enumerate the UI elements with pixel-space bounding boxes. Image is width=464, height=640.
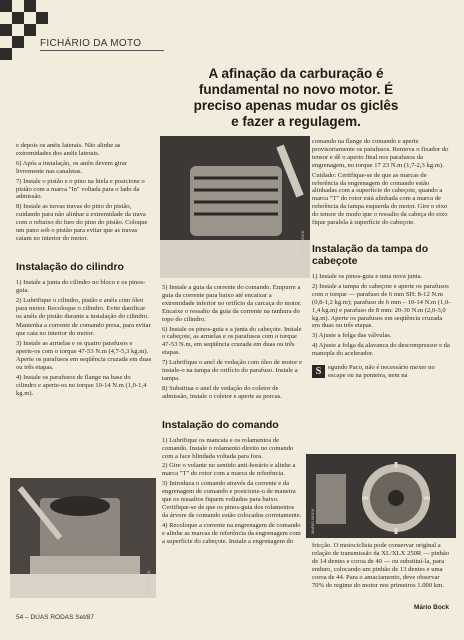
section-heading-cilindro: Instalação do cilindro <box>16 260 124 273</box>
column-2 <box>162 284 302 547</box>
col1-paragraph: 8) Instale as novas travas do pino do pistão, cuidando para não alinhar a extremidade da trava com o rebaixo do furo do pino do pistão. Coloque um pano sob o pistão para evitar que as travas caiam no interior do motor. <box>16 203 148 242</box>
photo-credit: MARIO BOCK <box>300 230 305 256</box>
col1-paragraph: Mantenha a corrente de comando presa, para evitar que caia no interior do motor. <box>16 322 151 338</box>
column-1 <box>16 142 152 400</box>
col1-paragraph: e depois os anéis laterais. Não alinhe as extremidades dos anéis laterais. <box>16 142 121 157</box>
headline <box>136 66 456 130</box>
series-title: FICHÁRIO DA MOTO <box>40 38 142 49</box>
col1-paragraph: 2) Lubrifique o cilindro, pistão e anéis com óleo para motor. Recoloque o cilindro. Evite danificar os anéis do pistão durante a instalação do cilindro. <box>16 296 149 320</box>
author-signature: Mário Bock <box>414 604 450 611</box>
col1-paragraph: 3) Instale as arruelas e os quatro parafusos e aperte-os com o torque 47-53 N.m (4,7-5,3 kg.m). Aperte os parafusos em seqüência cruzada em duas ou três etapas. <box>16 340 152 371</box>
headline-line-1: A afinação da carburação é <box>208 66 384 81</box>
col2-paragraph: 6) Instale os pinos-guia e a junta do cabeçote. Instale o cabeçote, as arruelas e os parafusos com o torque 47-53 N.m, em seqüência cruzada em duas ou três etapas. <box>162 325 302 357</box>
col3-paragraph: 1) Instale os pinos-guia e uma nova junta. <box>312 272 423 280</box>
col3-paragraph: Cuidado: Certifique-se de que as marcas de referência da engrenagem do comando estão alinhadas com a superfície do cabeçote, quando a marca "T" do rotor está alinhada com a marca de referência da tampa esquerda do motor. Gire o eixo do tensor de modo que o ressalto da cabeça do eixo fique paralela à superfície do cabeçote. <box>312 171 448 227</box>
col1-paragraph: 7) Instale o pistão e o pino na biela e posicione o pistão com a marca "In" voltada para o lado da admissão. <box>16 177 145 201</box>
col3-paragraph: fricção. O motociclista pode conservar original a relação de transmissão da XL/XLX 250R — pinhão de 14 dentes e coroa de 40 — ou substituí-la, para enduro, colocando um pinhão de 13 dentes e uma coroa de 44. Para o amaciamento, deve observar 70% do regime do motor nos primeiros 1.000 km. <box>312 542 450 589</box>
header-rule <box>40 50 164 51</box>
section-heading-tampa: Instalação da tampa do cabeçote <box>312 242 429 267</box>
col2-paragraph: 2) Gire o volante no sentido anti-horário e alinhe a marca "T" do rotor com a marca de referência. <box>162 462 296 478</box>
col2-paragraph: 4) Recoloque a corrente na engrenagem de comando e alinhe as marcas de referência da engrenagem com a superfície do cabeçote. Instale a engrenagem do <box>162 521 301 545</box>
page-footer: 54 – DUAS RODAS Set/87 <box>16 614 95 621</box>
photo-credit: MARIO BOCK <box>310 508 315 534</box>
photo-credit: MARIO BOCK <box>146 570 151 596</box>
photo-camshaft-gear <box>306 454 456 538</box>
col1-paragraph: 4) Instale os parafusos de flange na base do cilindro e aperte-os no torque 10-14 N.m (1,0-1,4 kg.m). <box>16 373 147 397</box>
col2-paragraph: 1) Lubrifique os mancais e os rolamentos de comando. Instale o rolamento direito no comando com a face blindada voltada para fora. <box>162 436 294 460</box>
column-3 <box>312 138 452 382</box>
cylinder-head-photo-art <box>160 136 310 278</box>
photo-cylinder-installation <box>10 478 156 598</box>
headline-line-4: e fazer a regulagem. <box>231 114 361 129</box>
col1-paragraph: 1) Instale a junta do cilindro no bloco e os pinos-guia. <box>16 278 146 294</box>
headline-line-3: preciso apenas mudar os giclês <box>193 98 399 113</box>
photo-cylinder-head <box>160 136 310 278</box>
col2-paragraph: 3) Introduza o comando através da corrente e da engrenagem de comando e posicione-o de maneira que os ressaltos fiquem voltados para baixo. Certifique-se de que os pinos-guia dos rolamentos da árvore de comando estão colocados corretamente. <box>162 480 302 519</box>
col2-paragraph: 7) Lubrifique o anel de vedação com óleo de motor e instale-o na tampa do orifício do parafuso. Instale a tampa. <box>162 359 302 382</box>
section-heading-comando: Instalação do comando <box>162 418 279 431</box>
col3-paragraph <box>312 364 452 380</box>
col3-paragraph: comando na flange do comando e aperte provisoriamente os parafusos. Remova o fixador do tensor e dê o aperto final nos parafusos da engrenagem, no torque 17 23 N.m (1,7-2,3 kg.m). <box>312 138 449 169</box>
col3-paragraph: 3) Ajuste a folga das válvulas. <box>312 332 392 340</box>
column-3-bottom <box>312 542 452 591</box>
col3-paragraph: 4) Ajuste a folga da alavanca do descompressor e da manopla do acelerador. <box>312 342 450 358</box>
col3-paragraph: 2) Instale a tampa do cabeçote e aperte os parafusos com o torque — parafuso de 6 mm SH: 8-12 N.m (0,8-1,2 kg.m); parafuso de 6 mm – 10-14 N.m (1,0-1,4 kg.m) e parafuso de 8 mm: 20-30 N.m (2,0-3,0 kg.m). Aperte os parafusos em seqüência cruzada em duas ou três etapas. <box>312 282 451 330</box>
headline-line-2: fundamental no novo motor. É <box>198 82 394 97</box>
col3-dropcap-text: egundo Paco, não é necessário mexer no escape ou na ponteira, nem na <box>328 364 435 379</box>
page-header <box>0 0 464 129</box>
col2-paragraph: 5) Instale a guia da corrente do comando. Empurre a guia da corrente para baixo até encaixar a extremidade inferior no orifício da carcaça do motor. Encaixe o ressalto da guia da corrente na ranhura do topo do cilindro. <box>162 284 302 323</box>
col2-paragraph: 8) Substitua o anel de vedação do coletor de admissão, instale o coletor e aperte as porcas. <box>162 384 282 400</box>
camshaft-gear-photo-art <box>306 454 456 538</box>
cylinder-photo-art <box>10 478 156 598</box>
drop-cap: S <box>312 365 325 378</box>
checker-pattern-decoration <box>0 0 48 70</box>
col1-paragraph: 6) Após a instalação, os anéis devem girar livremente nas canaletas. <box>16 159 127 175</box>
